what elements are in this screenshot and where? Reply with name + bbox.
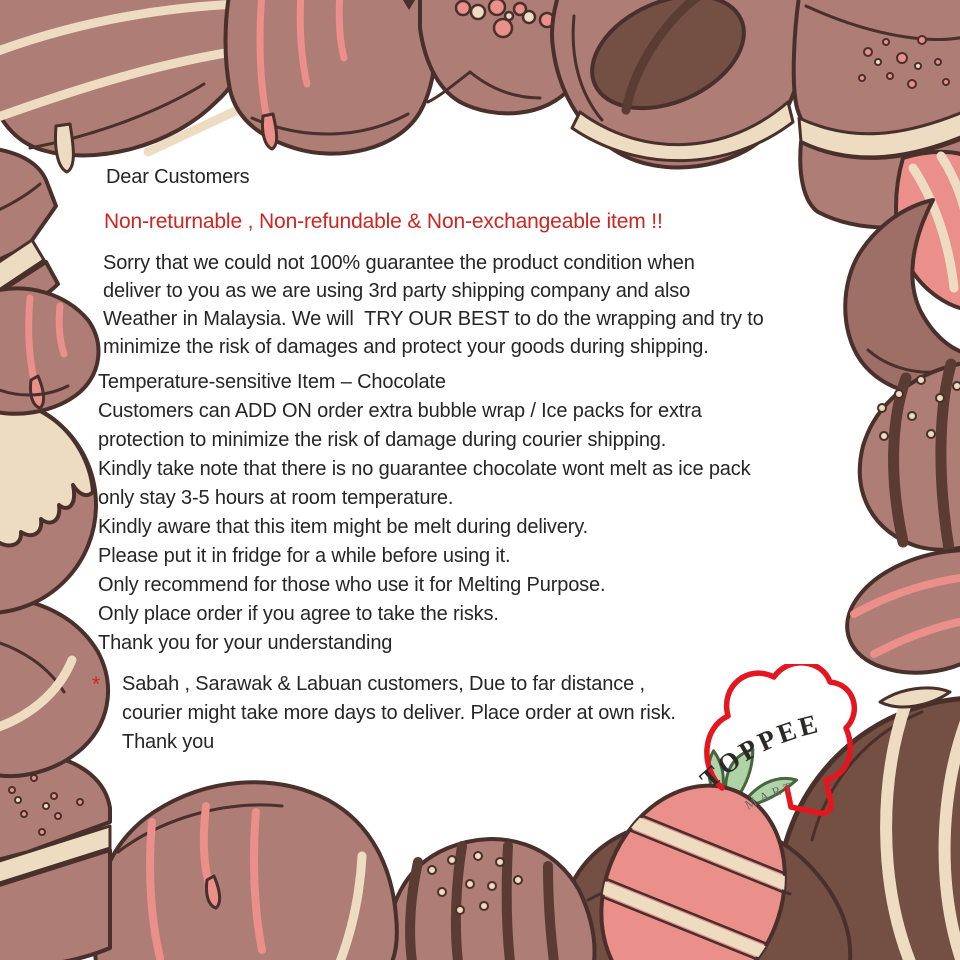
note-lines [122,670,676,757]
text-line: Only recommend for those who use it for Melting Purpose. [98,574,606,596]
chocolate-layered-piece-left-icon [0,148,58,309]
logo-name-text: TOPPEE [696,707,824,795]
east-malaysia-note [92,670,764,757]
text-line: only stay 3-5 hours at room temperature. [98,487,454,509]
logo-sub-text: MART [742,777,798,813]
text-line: courier might take more days to deliver. Place order at own risk. [122,702,676,724]
chocolate-chunk-pink-stripes-right-icon [847,550,960,673]
text-line: Thank you for your understanding [98,632,393,654]
toppee-mart-logo [696,664,896,824]
chocolate-coffee-bean-top-icon [552,0,803,167]
chocolate-layered-square-bottom-left-icon [0,748,110,960]
text-line: deliver to you as we are using 3rd party shipping company and also [103,280,691,302]
svg-text:TOPPEE [696,708,824,795]
shipping-paragraph [98,249,764,361]
chocolate-chunk-pink-drizzle-top-icon [226,0,436,154]
chocolate-truffle-nuts-bottom-icon [388,839,595,960]
notice-content [92,163,764,757]
chocolate-chunk-pink-drizzle-bottom-icon [94,782,397,960]
text-line: Kindly aware that this item might be melt during delivery. [98,516,589,538]
chocolate-truffle-cream-top-left-icon [0,397,96,613]
text-line: protection to minimize the risk of damage during courier shipping. [98,429,667,451]
text-line: Kindly take note that there is no guarantee chocolate wont melt as ice pack [98,458,751,480]
text-line: minimize the risk of damages and protect your goods during shipping. [103,336,709,358]
text-line: Temperature-sensitive Item – Chocolate [98,371,446,393]
chocolate-chunk-cream-drizzle-top-left-icon [0,0,248,172]
greeting-text: Dear Customers [106,166,250,188]
chocolate-chunk-pink-drizzle-left-icon [0,288,98,413]
chef-hat-icon [696,664,896,824]
chocolate-paragraph [98,368,764,658]
text-line: Weather in Malaysia. We will TRY OUR BEST to do the wrapping and try to [103,308,764,330]
text-line: Only place order if you agree to take the risks. [98,603,499,625]
text-line: Please put it in fridge for a while before using it. [98,545,511,567]
text-line: Customers can ADD ON order extra bubble wrap / Ice packs for extra [98,400,702,422]
text-line: Sorry that we could not 100% guarantee the product condition when [103,252,695,274]
text-line: Sabah , Sarawak & Labuan customers, Due to far distance , [122,673,645,695]
warning-line: Non-returnable , Non-refundable & Non-exchangeable item !! [104,210,663,233]
asterisk-marker: * [92,673,101,696]
text-line: Thank you [122,731,215,753]
chocolate-truffle-striped-right-icon [860,362,960,550]
